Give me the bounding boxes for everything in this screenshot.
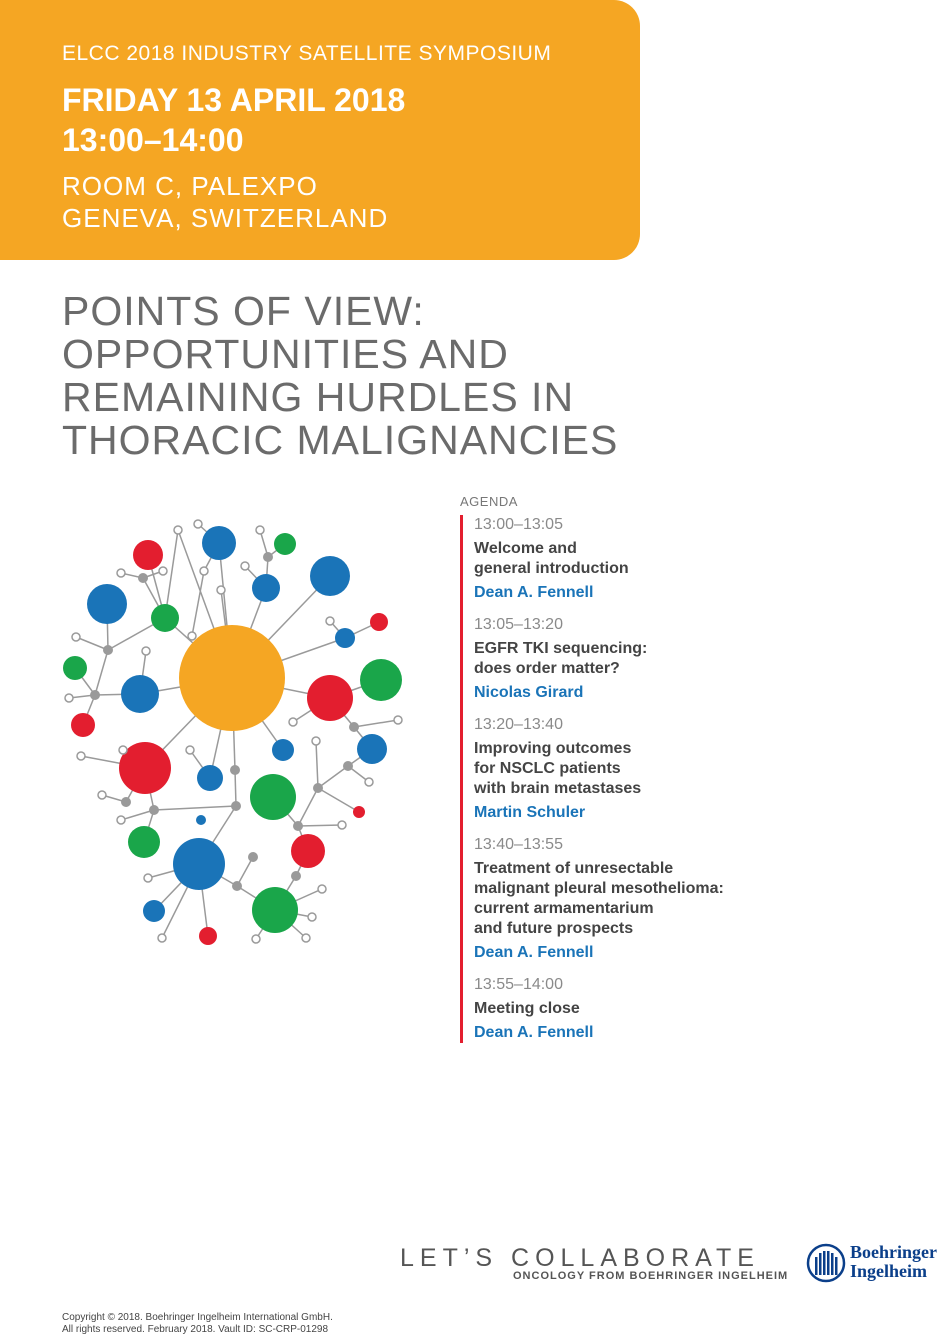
agenda-speaker: Martin Schuler: [474, 804, 586, 821]
agenda-time: 13:00–13:05: [474, 516, 563, 533]
agenda-list: [460, 515, 780, 1043]
symposium-name: ELCC 2018 INDUSTRY SATELLITE SYMPOSIUM: [62, 42, 552, 65]
topic-line: and future prospects: [474, 920, 634, 937]
topic-line: does order matter?: [474, 660, 620, 677]
agenda-topic: [474, 999, 780, 1019]
boehringer-logo-icon: [806, 1243, 846, 1283]
agenda-speaker: Dean A. Fennell: [474, 944, 594, 961]
agenda-item: [474, 975, 780, 1043]
topic-line: with brain metastases: [474, 780, 642, 797]
agenda-time: 13:40–13:55: [474, 836, 563, 853]
title-line: THORACIC MALIGNANCIES: [62, 417, 619, 463]
agenda-speaker: Dean A. Fennell: [474, 1024, 594, 1041]
agenda: [460, 494, 780, 1043]
topic-line: EGFR TKI sequencing:: [474, 640, 648, 657]
copyright-notice: [62, 1312, 333, 1336]
event-city: GENEVA, SWITZERLAND: [62, 203, 389, 233]
topic-line: Meeting close: [474, 1000, 580, 1017]
event-date: FRIDAY 13 APRIL 2018: [62, 82, 406, 118]
agenda-time: 13:05–13:20: [474, 616, 563, 633]
company-name: [850, 1243, 937, 1281]
agenda-topic: [474, 539, 780, 579]
agenda-time: 13:55–14:00: [474, 976, 563, 993]
event-header: [0, 0, 640, 260]
symposium-title: [62, 290, 702, 462]
title-line: OPPORTUNITIES AND: [62, 331, 509, 377]
event-room: ROOM C, PALEXPO: [62, 171, 318, 201]
topic-line: Treatment of unresectable: [474, 860, 674, 877]
copyright-line: All rights reserved. February 2018. Vault ID: SC-CRP-01298: [62, 1324, 329, 1335]
agenda-item: [474, 835, 780, 963]
agenda-speaker: Dean A. Fennell: [474, 584, 594, 601]
agenda-item: [474, 515, 780, 603]
lightbulb-network-illustration: [55, 510, 415, 960]
agenda-topic: [474, 739, 780, 799]
topic-line: Improving outcomes: [474, 740, 632, 757]
event-location: [62, 170, 388, 234]
topic-line: current armamentarium: [474, 900, 654, 917]
agenda-label: AGENDA: [460, 494, 518, 509]
topic-line: for NSCLC patients: [474, 760, 621, 777]
agenda-speaker: Nicolas Girard: [474, 684, 584, 701]
event-time: 13:00–14:00: [62, 122, 244, 158]
agenda-time: 13:20–13:40: [474, 716, 563, 733]
agenda-topic: [474, 639, 780, 679]
collaborate-tagline: LET’S COLLABORATE: [400, 1244, 760, 1272]
company-name-line: Boehringer: [850, 1242, 937, 1262]
title-line: POINTS OF VIEW:: [62, 288, 425, 334]
topic-line: general introduction: [474, 560, 629, 577]
copyright-line: Copyright © 2018. Boehringer Ingelheim International GmbH.: [62, 1312, 333, 1323]
agenda-item: [474, 715, 780, 823]
company-name-line: Ingelheim: [850, 1261, 928, 1281]
topic-line: Welcome and: [474, 540, 577, 557]
event-datetime: [62, 80, 405, 160]
agenda-item: [474, 615, 780, 703]
title-line: REMAINING HURDLES IN: [62, 374, 575, 420]
collaborate-subline: ONCOLOGY FROM BOEHRINGER INGELHEIM: [513, 1270, 789, 1282]
agenda-topic: [474, 859, 780, 939]
topic-line: malignant pleural mesothelioma:: [474, 880, 724, 897]
